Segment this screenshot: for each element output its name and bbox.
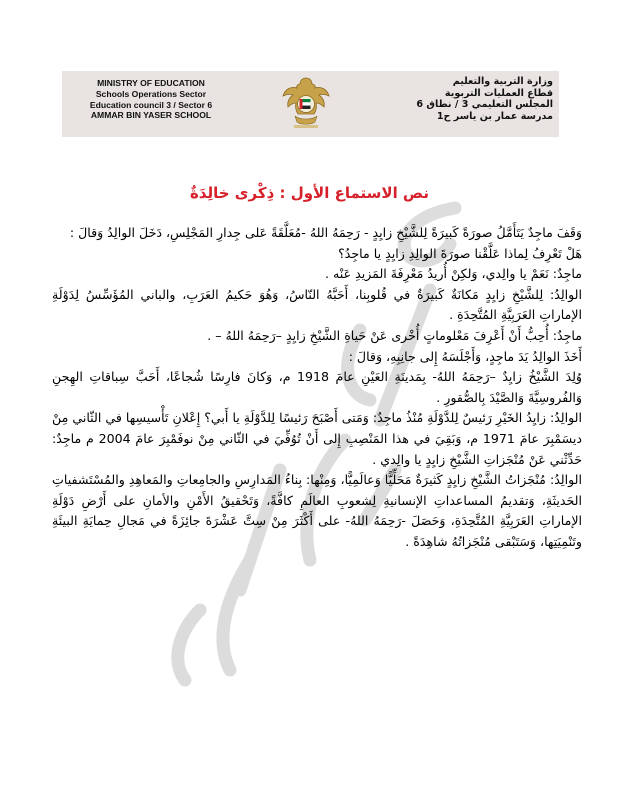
sector-name-ar: قطاع العمليات التربوية [444, 87, 553, 99]
paragraph: الوالِدُ: زايِدُ الخَيْرِ رَئيسٌ لِلدَّوْلَةِ مُنْذُ ماجِدٌ: وَمَتى أَصْبَحَ رَئيسًا لِلدَّوْلَةِ يا أَبي؟ إِعْلانِ تَأْسيسِها في الثّاني مِنْ ديسَمْبِرَ عامَ 1971 م، وَبَقِيَ في هذا المَنْصِبِ إِلى أَنْ تُوُفِّيَ في الثّاني مِنْ نوفَمْبِرَ عامَ 2004 م ماجِدٌ: حَدِّثْني عَنْ مُنْجَزاتِ الشَّيْخِ زايِدٍ يا والِدي . [52, 410, 582, 467]
paragraph: وُلِدَ الشَّيْخُ زايِدٌ –رَحِمَهُ اللهُ- بِمَدينَةِ العَيْنِ عامَ 1918 م، وَكانَ فارِسًا شُجاعًا، أَحَبَّ سِباقاتِ الهِجنِ وَالفُروسِيَّةَ وَالصَّيْدَ بِالصُّقورِ . [52, 369, 582, 405]
uae-eagle-emblem-icon [281, 74, 331, 130]
paragraph: وَقَفَ ماجِدٌ يَتَأَمَّلُ صورَةً كَبيرَةً لِلشَّيْخِ زايِدٍ - رَحِمَهُ اللهُ -مُعَلَّقَةً عَلى جِدارِ المَجْلِسِ، دَخَلَ الوالِدُ وَقالَ : [69, 225, 582, 240]
council-name-ar: المجلس التعليمي 3 / نطاق 6 [416, 99, 553, 111]
listening-text [52, 223, 582, 553]
sector-name-en: Schools Operations Sector [95, 88, 207, 99]
letterhead-english [66, 78, 236, 121]
school-name-ar: مدرسة عمار بن ياسر ح1 [436, 110, 553, 122]
paragraph: ماجِدٌ: أُحِبُّ أَنْ أَعْرِفَ مَعْلوماتٍ أُخْرى عَنْ حَياةِ الشَّيْخِ زايِدٍ –رَحِمَهُ اللهُ – . [207, 327, 582, 343]
ministry-name-en: MINISTRY OF EDUCATION [97, 78, 205, 88]
paragraph: ماجِدٌ: نَعَمْ يا والِدي، وَلكِنْ أُريدُ مَعْرِفَةَ المَزيدِ عَنْه . [325, 266, 582, 282]
paragraph: أَخَذَ الوالِدُ يَدَ ماجِدٍ، وَأَجْلَسَهُ إِلى جانِبِهِ، وَقالَ : [348, 348, 582, 364]
ministry-name-ar: وزارة التربية والتعليم [452, 76, 553, 87]
letterhead-arabic [383, 76, 553, 122]
paragraph: هَلْ تَعْرِفُ لِماذا عَلَّقْنا صورَةَ الوالِدِ زايِدٍ يا ماجِدُ؟ [338, 245, 582, 261]
paragraph: الوالِدُ: لِلشَّيْخِ زايِدٍ مَكانَةٌ كَبيرَةٌ في قُلوبِنا، أَحَبَّهُ النّاسُ، وَهُوَ حَكيمُ العَرَبِ، والباني المُؤَسِّسُ لِدَوْلَةِ الإماراتِ العَرَبِيَّةِ المُتَّحِدَةِ . [52, 286, 582, 323]
school-name-en: AMMAR BIN YASER SCHOOL [90, 110, 212, 121]
council-name-en: Education council 3 / Sector 6 [89, 99, 213, 110]
paragraph: الوالِدُ: مُنْجَزاتُ الشَّيْخِ زايِدٍ كَثيرَةٌ مَحَلِّيًّا وَعالَمِيًّا، وَمِنْها: بِناءُ المَدارِسِ والجامِعاتِ والمَعاهِدِ والمُسْتَشفياتِ الحَديثَةِ، وَتقديمُ المساعداتِ الإنسانيةِ لِشعوبِ العالَمِ كافَّةً، وَتَحْقيقُ الأَمْنِ والأمانِ على أَرْضِ دَوْلَةِ الإماراتِ العَرَبِيَّةِ المُتَّحِدَةِ، وَحَصَلَ -رَحِمَهُ اللهُ- على أَكْثَرَ مِنْ سِتَّ عَشْرَةَ جائِزَةً في مَجالِ حِمايَةِ البيئَةِ وتَنْمِيَتِها، وَسَتَبْقى مُنْجَزاتُهُ شاهِدَةً . [52, 472, 582, 549]
lesson-title: نص الاستماع الأول : ذِكْرى خالِدَةٌ [189, 184, 430, 202]
